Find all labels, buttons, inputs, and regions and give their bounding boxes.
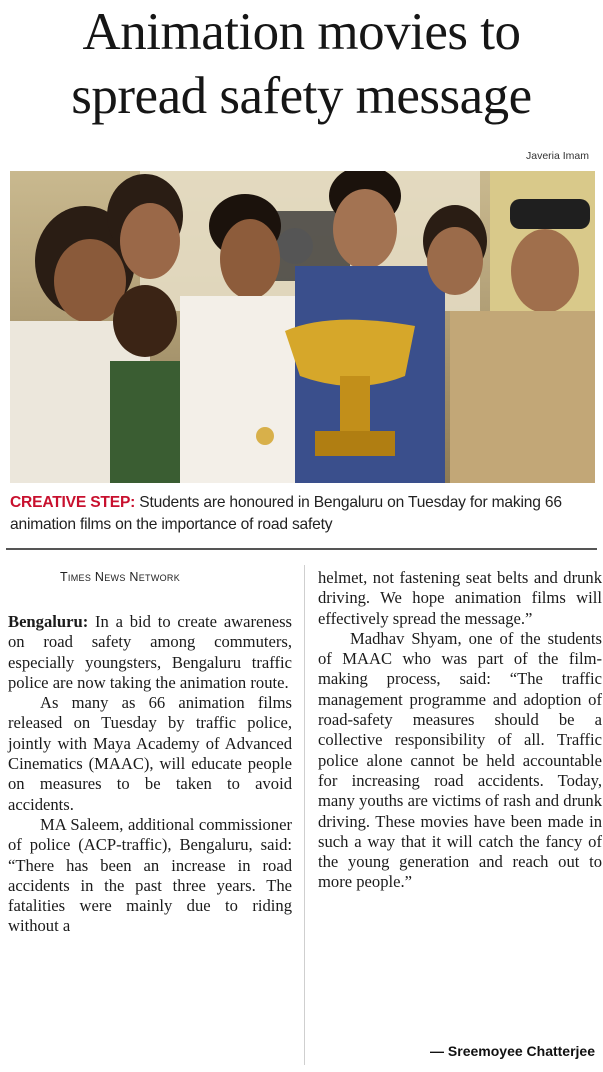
paragraph-1 [8, 612, 292, 693]
news-photo [10, 171, 595, 483]
byline: Javeria Imam [525, 150, 589, 162]
article-column-2 [318, 568, 602, 893]
paragraph-1-text: In a bid to create awareness on road safety among commuters, especially youngsters, Bengaluru traffic police are now taking the animation route. [8, 612, 292, 692]
article-column-1 [8, 612, 292, 937]
caption-kicker: CREATIVE STEP: [10, 494, 136, 511]
photo-caption [10, 492, 600, 536]
headline [0, 0, 603, 128]
headline-line-1: Animation movies to [82, 3, 521, 61]
caption-text: Students are honoured in Bengaluru on Tuesday for making 66 animation films on the importance of road safety [10, 494, 562, 533]
paragraph-2: As many as 66 animation films released on Tuesday by traffic police, jointly with Maya Academy of Advanced Cinematics (MAAC), will educate people on measures to be taken to avoid accidents. [8, 693, 292, 814]
photo-illustration [10, 171, 595, 483]
dateline: Bengaluru: [8, 612, 89, 631]
paragraph-4: helmet, not fastening seat belts and drunk driving. We hope animation films will effectively spread the message.” [318, 568, 602, 628]
agency-credit: Times News Network [60, 570, 181, 584]
column-separator [304, 565, 305, 1065]
headline-line-2: spread safety message [71, 67, 532, 125]
paragraph-3: MA Saleem, additional commissioner of police (ACP-traffic), Bengaluru, said: “There has been an increase in road accidents in the past three years. The fatalities were mainly due to riding without a [8, 814, 292, 936]
reporter-credit: — Sreemoyee Chatterjee [430, 1043, 595, 1059]
paragraph-5: Madhav Shyam, one of the students of MAAC who was part of the film-making process, said: “The traffic management programme and adoption of road-safety measures should be a collective responsibility of all. Traffic police alone cannot be held accountable for increasing road accidents. Today, many youths are victims of rash and drunk driving. These movies have been made in such a way that it will catch the fancy of the young generation and reach out to more people.” [318, 628, 602, 892]
divider-rule [6, 548, 597, 550]
